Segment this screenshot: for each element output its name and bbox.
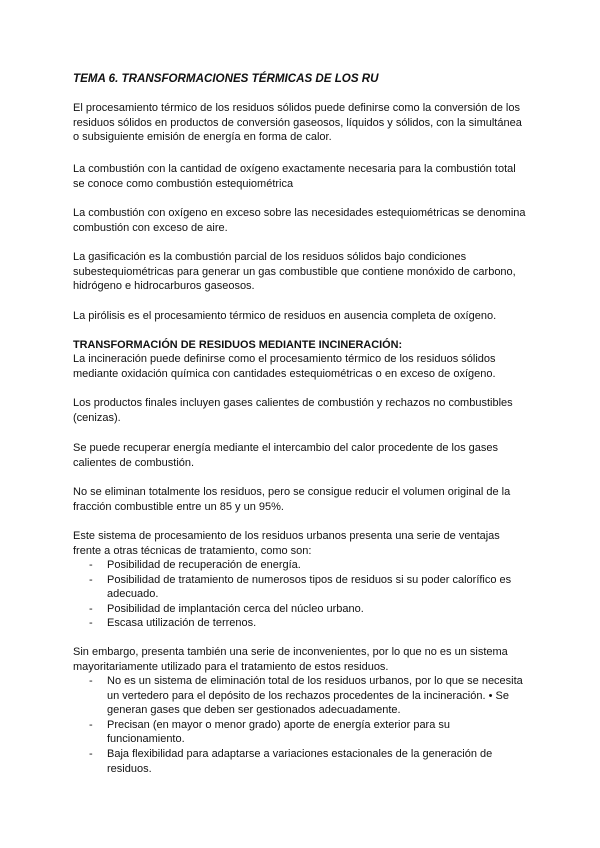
dash-bullet: - bbox=[89, 602, 93, 615]
list-item-text: No es un sistema de eliminación total de los residuos urbanos, por lo que se necesita un vertedero para el depósito de los rechazos procedentes de la incineración. • Se generan gases que deben ser gestionados adecuadamente. bbox=[107, 675, 523, 717]
list-item-text: Escasa utilización de terrenos. bbox=[107, 617, 257, 630]
paragraph-incineration-definition: La incineración puede definirse como el procesamiento térmico de los residuos sólidos mediante oxidación química con cantidades estequiométricas o en exceso de oxígeno. bbox=[73, 353, 496, 380]
list-item-text: Baja flexibilidad para adaptarse a variaciones estacionales de la generación de residuos. bbox=[107, 747, 493, 775]
dash-bullet: - bbox=[89, 617, 93, 630]
paragraph-excess-air-combustion: La combustión con oxígeno en exceso sobre las necesidades estequiométricas se denomina combustión con exceso de aire. bbox=[73, 207, 526, 234]
list-item-text: Posibilidad de tratamiento de numerosos tipos de residuos si su poder calorífico es adecuado. bbox=[107, 573, 512, 601]
dash-bullet: - bbox=[89, 747, 93, 760]
paragraph-final-products: Los productos finales incluyen gases calientes de combustión y rechazos no combustibles (cenizas). bbox=[73, 397, 513, 424]
paragraph-gasification: La gasificación es la combustión parcial de los residuos sólidos bajo condiciones subestequiométricas para generar un gas combustible que contiene monóxido de carbono, hidrógeno e hidrocarburos gaseosos. bbox=[73, 251, 516, 293]
disadvantages-list bbox=[73, 674, 528, 776]
paragraph-stoichiometric-combustion: La combustión con la cantidad de oxígeno exactamente necesaria para la combustión total se conoce como combustión estequiométrica bbox=[73, 163, 516, 190]
dash-bullet: - bbox=[89, 573, 93, 586]
section-heading-incineration: TRANSFORMACIÓN DE RESIDUOS MEDIANTE INCINERACIÓN: bbox=[73, 339, 403, 351]
paragraph-disadvantages-intro: Sin embargo, presenta también una serie de inconvenientes, por lo que no es un sistema mayoritariamente utilizado para el tratamiento de estos residuos. bbox=[73, 646, 508, 673]
paragraph-thermal-processing: El procesamiento térmico de los residuos sólidos puede definirse como la conversión de los residuos sólidos en productos de conversión gaseosos, líquidos y sólidos, con la simultánea o subsiguiente emisión de energía en forma de calor. bbox=[73, 102, 522, 144]
list-item bbox=[73, 616, 528, 631]
list-item bbox=[73, 747, 528, 776]
list-item-text: Precisan (en mayor o menor grado) aporte de energía exterior para su funcionamiento. bbox=[107, 718, 451, 746]
paragraph-energy-recovery: Se puede recuperar energía mediante el intercambio del calor procedente de los gases calientes de combustión. bbox=[73, 442, 498, 469]
dash-bullet: - bbox=[89, 675, 93, 687]
paragraph-volume-reduction: No se eliminan totalmente los residuos, pero se consigue reducir el volumen original de la fracción combustible entre un 85 y un 95%. bbox=[73, 486, 511, 513]
paragraph-pyrolysis: La pirólisis es el procesamiento térmico de residuos en ausencia completa de oxígeno. bbox=[73, 310, 497, 322]
dash-bullet: - bbox=[89, 718, 93, 731]
paragraph-advantages-intro: Este sistema de procesamiento de los residuos urbanos presenta una serie de ventajas frente a otras técnicas de tratamiento, como son: bbox=[73, 530, 500, 557]
dash-bullet: - bbox=[89, 559, 93, 571]
list-item bbox=[73, 718, 528, 747]
list-item bbox=[73, 558, 528, 573]
list-item-text: Posibilidad de implantación cerca del núcleo urbano. bbox=[107, 602, 364, 615]
document-title: TEMA 6. TRANSFORMACIONES TÉRMICAS DE LOS RU bbox=[73, 72, 379, 85]
list-item bbox=[73, 674, 528, 718]
list-item bbox=[73, 602, 528, 617]
list-item bbox=[73, 573, 528, 602]
advantages-list bbox=[73, 558, 528, 631]
list-item-text: Posibilidad de recuperación de energía. bbox=[107, 559, 301, 571]
